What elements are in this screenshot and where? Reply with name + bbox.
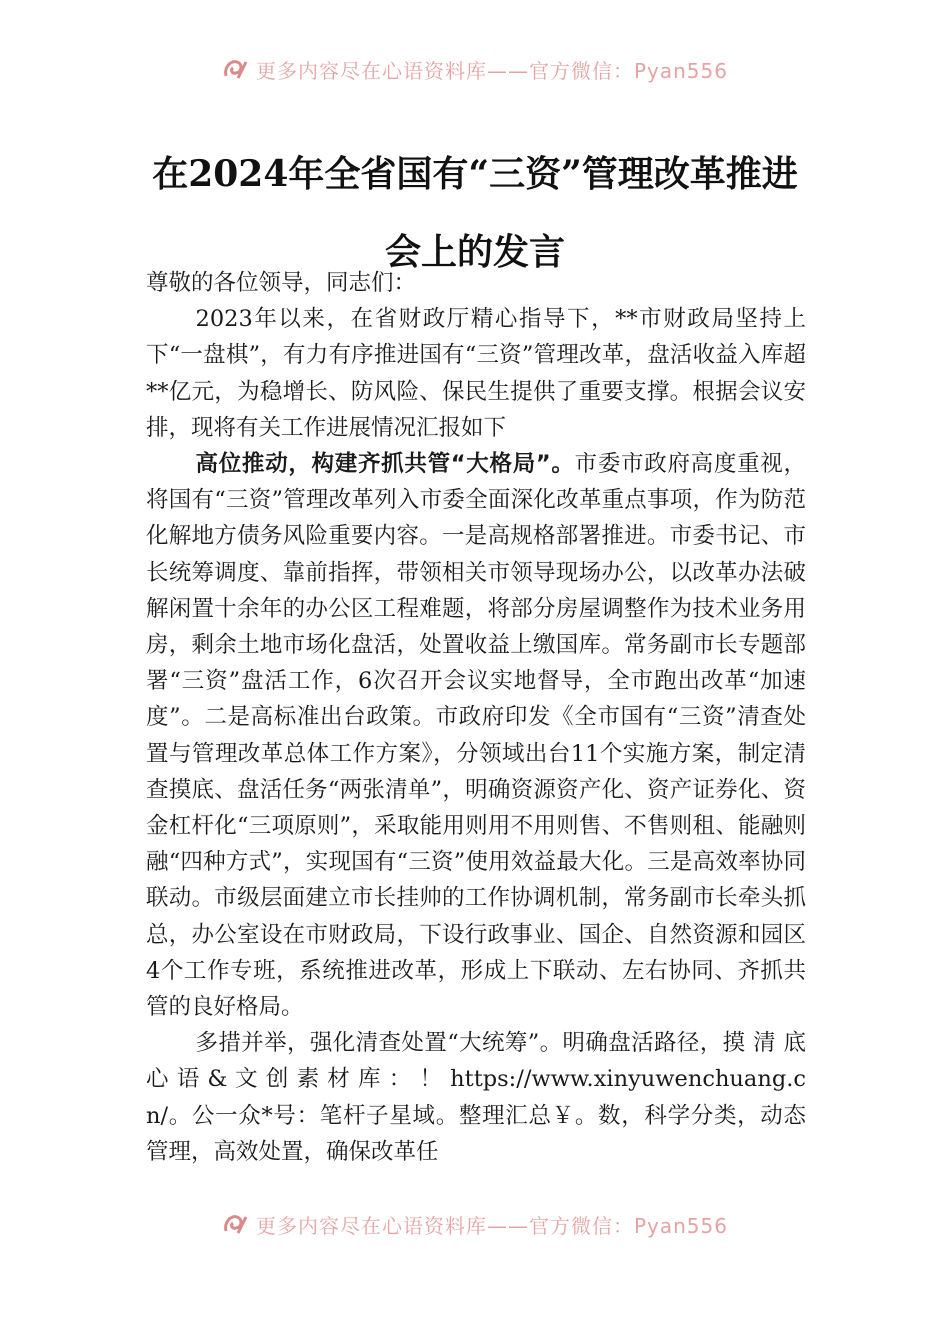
title-line-1: 在2024年全省国有“三资”管理改革推进 bbox=[152, 153, 798, 195]
watermark-text: 更多内容尽在心语资料库——官方微信：Pyan556 bbox=[255, 58, 728, 83]
paragraph-section-2 bbox=[146, 1025, 806, 1170]
section-1-heading: 高位推动，构建齐抓共管“大格局”。 bbox=[195, 451, 575, 478]
section-1-text: 市委市政府高度重视，将国有“三资”管理改革列入市委全面深化改革重点事项，作为防范化解地方债务风险重要内容。一是高规格部署推进。市委书记、市长统筹调度、靠前指挥，带领相关市领导现场办公，以改革办法破解闲置十余年的办公区工程难题，将部分房屋调整作为技术业务用房，剩余土地市场化盘活，处置收益上缴国库。常务副市长专题部署“三资”盘活工作，6次召开会议实地督导，全市跑出改革“加速度”。二是高标准出台政策。市政府印发《全市国有“三资”清查处置与管理改革总体工作方案》，分领域出台11个实施方案，制定清查摸底、盘活任务“两张清单”，明确资源资产化、资产证券化、资金杠杆化“三项原则”，采取能用则用不用则售、不售则租、能融则融“四种方式”，实现国有“三资”使用效益最大化。三是高效率协同联动。市级层面建立市长挂帅的工作协调机制，常务副市长牵头抓总，办公室设在市财政局，下设行政事业、国企、自然资源和园区4个工作专班，系统推进改革，形成上下联动、左右协同、齐抓共管的良好格局。 bbox=[146, 451, 806, 1021]
watermark-logo-icon bbox=[222, 56, 250, 82]
section-2-spaced-text: 摸 清 底 心 语 & 文 创 素 材 库 ： ！ https:// bbox=[146, 1030, 806, 1093]
header-watermark bbox=[0, 52, 950, 86]
document-body bbox=[146, 265, 806, 1170]
section-2-url-text: www.xinyuwenchuang.cn/。公一众*号：笔杆子星域。整理汇总￥。数，科学分类，动态管理，高效处置，确保改革任 bbox=[146, 1066, 806, 1165]
paragraph-intro: 2023年以来，在省财政厅精心指导下，**市财政局坚持上下“一盘棋”，有力有序推进国有“三资”管理改革，盘活收益入库超**亿元，为稳增长、防风险、保民生提供了重要支撑。根据会议安排，现将有关工作进展情况汇报如下 bbox=[146, 306, 806, 441]
watermark-text: 更多内容尽在心语资料库——官方微信：Pyan556 bbox=[255, 1213, 728, 1238]
footer-watermark bbox=[0, 1207, 950, 1241]
salutation: 尊敬的各位领导，同志们： bbox=[146, 270, 417, 296]
section-2-intro: 多措并举，强化清查处置“大统筹”。明确盘活路径， bbox=[195, 1030, 723, 1057]
paragraph-section-1 bbox=[146, 446, 806, 1025]
title-line-2: 会上的发言 bbox=[384, 231, 565, 273]
watermark-logo-icon bbox=[222, 1211, 250, 1237]
